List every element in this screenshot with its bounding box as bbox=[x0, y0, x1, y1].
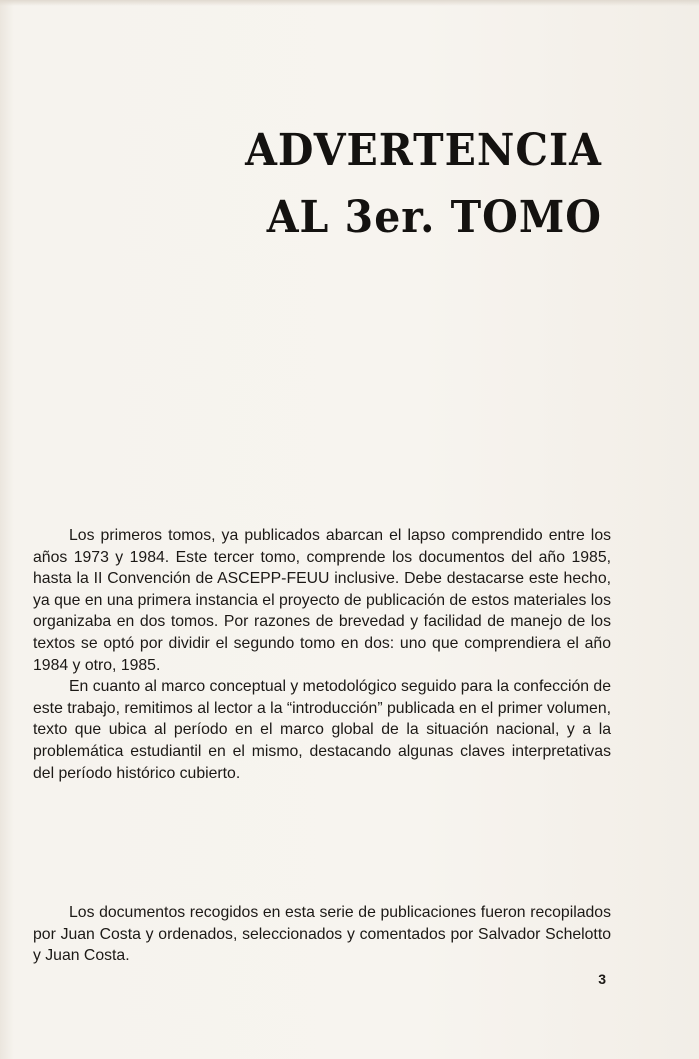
page-number: 3 bbox=[598, 971, 606, 987]
paragraph-credits: Los documentos recogidos en esta serie de publicaciones fueron recopilados por Juan Costa y ordenados, seleccionados y comentados por Salvador Schelotto y Juan Costa. bbox=[33, 904, 611, 965]
title-line-advertencia: ADVERTENCIA bbox=[245, 124, 602, 176]
title-line-tomo: AL 3er. TOMO bbox=[266, 191, 602, 243]
page-title bbox=[245, 124, 602, 243]
paragraph-marco-conceptual: En cuanto al marco conceptual y metodológico seguido para la confección de este trabajo, remitimos al lector a la “introducción” publicada en el primer volumen, texto que ubica al período en el marco global de la situación nacional, y a la problemática estudiantil en el mismo, destacando algunas claves interpretativas del período histórico cubierto. bbox=[33, 678, 611, 782]
body-text-credits bbox=[33, 902, 611, 967]
paragraph-intro: Los primeros tomos, ya publicados abarcan el lapso comprendido entre los años 1973 y 1984. Este tercer tomo, comprende los documentos del año 1985, hasta la II Convención de ASCEPP-FEUU inclusive. Debe destacarse este hecho, ya que en una primera instancia el proyecto de publicación de estos materiales los organizaba en dos tomos. Por razones de brevedad y facilidad de manejo de los textos se optó por dividir el segundo tomo en dos: uno que comprendiera el año 1984 y otro, 1985. bbox=[33, 527, 611, 674]
page-edge-shadow bbox=[0, 0, 699, 6]
body-text-main bbox=[33, 525, 611, 784]
